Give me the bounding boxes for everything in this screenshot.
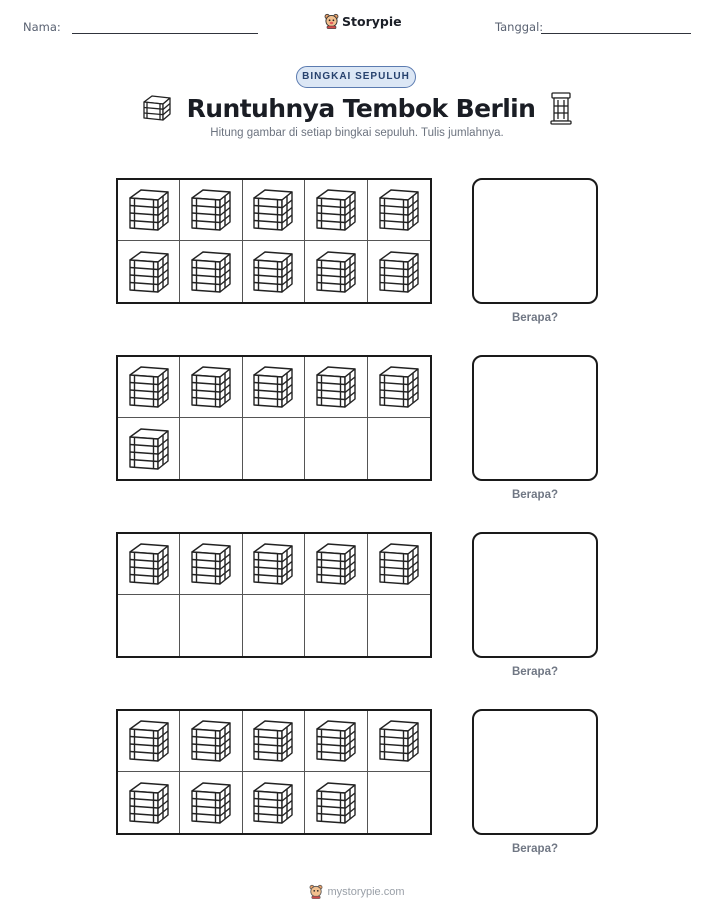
storypie-mascot-icon bbox=[324, 13, 339, 29]
ten-frame-1 bbox=[116, 178, 432, 304]
wooden-crate-icon bbox=[377, 249, 421, 295]
ten-frame-cell bbox=[180, 534, 242, 595]
wooden-crate-icon bbox=[377, 364, 421, 410]
wooden-crate-icon bbox=[127, 364, 171, 410]
name-field[interactable] bbox=[72, 33, 258, 34]
ten-frame-cell bbox=[368, 534, 430, 595]
ten-frame-cell bbox=[118, 180, 180, 241]
instructions: Hitung gambar di setiap bingkai sepuluh. Tulis jumlahnya. bbox=[210, 127, 504, 139]
ten-frame-cell bbox=[243, 180, 305, 241]
ten-frame-cell bbox=[118, 418, 180, 479]
answer-label-2: Berapa? bbox=[511, 489, 559, 501]
wooden-crate-icon bbox=[127, 718, 171, 764]
ten-frame-cell bbox=[368, 241, 430, 302]
answer-box-4[interactable] bbox=[472, 709, 598, 835]
answer-box-2[interactable] bbox=[472, 355, 598, 481]
ten-frame-cell bbox=[305, 180, 367, 241]
ten-frame-cell bbox=[180, 711, 242, 772]
ten-frame-cell bbox=[118, 357, 180, 418]
ten-frame-3 bbox=[116, 532, 432, 658]
wall-pillar-icon bbox=[549, 91, 573, 125]
ten-frame-cell bbox=[180, 357, 242, 418]
page-title: Runtuhnya Tembok Berlin bbox=[186, 93, 536, 123]
wooden-crate-icon bbox=[251, 364, 295, 410]
ten-frame-cell bbox=[243, 772, 305, 833]
title-row bbox=[0, 88, 714, 128]
wooden-crate-icon bbox=[127, 780, 171, 826]
wooden-crate-icon bbox=[377, 187, 421, 233]
ten-frame-cell bbox=[305, 241, 367, 302]
wooden-crate-icon bbox=[314, 364, 358, 410]
wooden-crate-icon bbox=[189, 780, 233, 826]
wooden-crate-icon bbox=[377, 718, 421, 764]
ten-frame-cell bbox=[305, 711, 367, 772]
answer-label-3: Berapa? bbox=[511, 666, 559, 678]
ten-frame-cell bbox=[180, 772, 242, 833]
ten-frame-cell bbox=[243, 534, 305, 595]
wooden-crate-icon bbox=[377, 541, 421, 587]
ten-frame-cell bbox=[368, 595, 430, 656]
ten-frame-cell bbox=[180, 595, 242, 656]
storypie-mascot-icon bbox=[309, 884, 323, 899]
footer bbox=[0, 884, 714, 899]
wooden-crate-icon bbox=[127, 249, 171, 295]
wooden-crate-icon bbox=[314, 718, 358, 764]
date-field[interactable] bbox=[541, 33, 691, 34]
wooden-crate-icon bbox=[314, 187, 358, 233]
wooden-crate-icon bbox=[314, 541, 358, 587]
ten-frame-cell bbox=[118, 534, 180, 595]
wooden-crate-icon bbox=[127, 541, 171, 587]
answer-box-3[interactable] bbox=[472, 532, 598, 658]
wooden-crate-icon bbox=[251, 249, 295, 295]
ten-frame-cell bbox=[305, 418, 367, 479]
brand-logo bbox=[324, 13, 402, 29]
ten-frame-cell bbox=[180, 180, 242, 241]
ten-frame-cell bbox=[243, 595, 305, 656]
ten-frame-cell bbox=[243, 241, 305, 302]
ten-frame-cell bbox=[305, 595, 367, 656]
ten-frame-cell bbox=[368, 180, 430, 241]
answer-label-1: Berapa? bbox=[511, 312, 559, 324]
wooden-crate-icon bbox=[251, 187, 295, 233]
wooden-crate-icon bbox=[127, 187, 171, 233]
footer-url: mystorypie.com bbox=[327, 885, 405, 898]
wooden-crate-icon bbox=[189, 364, 233, 410]
ten-frame-cell bbox=[118, 711, 180, 772]
ten-frame-cell bbox=[180, 241, 242, 302]
ten-frame-cell bbox=[243, 418, 305, 479]
ten-frame-cell bbox=[305, 772, 367, 833]
ten-frame-2 bbox=[116, 355, 432, 481]
date-label: Tanggal: bbox=[495, 20, 544, 34]
wooden-crate-icon bbox=[251, 541, 295, 587]
ten-frame-cell bbox=[368, 357, 430, 418]
ten-frame-cell bbox=[305, 357, 367, 418]
ten-frame-cell bbox=[368, 772, 430, 833]
wooden-crate-icon bbox=[251, 780, 295, 826]
ten-frame-cell bbox=[180, 418, 242, 479]
wooden-crate-icon bbox=[189, 187, 233, 233]
answer-box-1[interactable] bbox=[472, 178, 598, 304]
answer-label-4: Berapa? bbox=[511, 843, 559, 855]
wooden-crate-icon bbox=[189, 541, 233, 587]
wooden-crate-icon bbox=[189, 718, 233, 764]
worksheet-type-badge: BINGKAI SEPULUH bbox=[296, 66, 416, 88]
wooden-crate-icon bbox=[314, 780, 358, 826]
wooden-crate-icon bbox=[251, 718, 295, 764]
wooden-crate-icon bbox=[127, 426, 171, 472]
ten-frame-cell bbox=[118, 595, 180, 656]
brand-name: Storypie bbox=[342, 13, 402, 29]
wooden-crate-icon bbox=[314, 249, 358, 295]
ten-frame-cell bbox=[118, 241, 180, 302]
ten-frame-cell bbox=[368, 418, 430, 479]
ten-frame-cell bbox=[118, 772, 180, 833]
crate-icon bbox=[141, 94, 173, 122]
wooden-crate-icon bbox=[189, 249, 233, 295]
ten-frame-4 bbox=[116, 709, 432, 835]
name-label: Nama: bbox=[23, 20, 61, 34]
ten-frame-cell bbox=[243, 357, 305, 418]
ten-frame-cell bbox=[368, 711, 430, 772]
ten-frame-cell bbox=[305, 534, 367, 595]
ten-frame-cell bbox=[243, 711, 305, 772]
